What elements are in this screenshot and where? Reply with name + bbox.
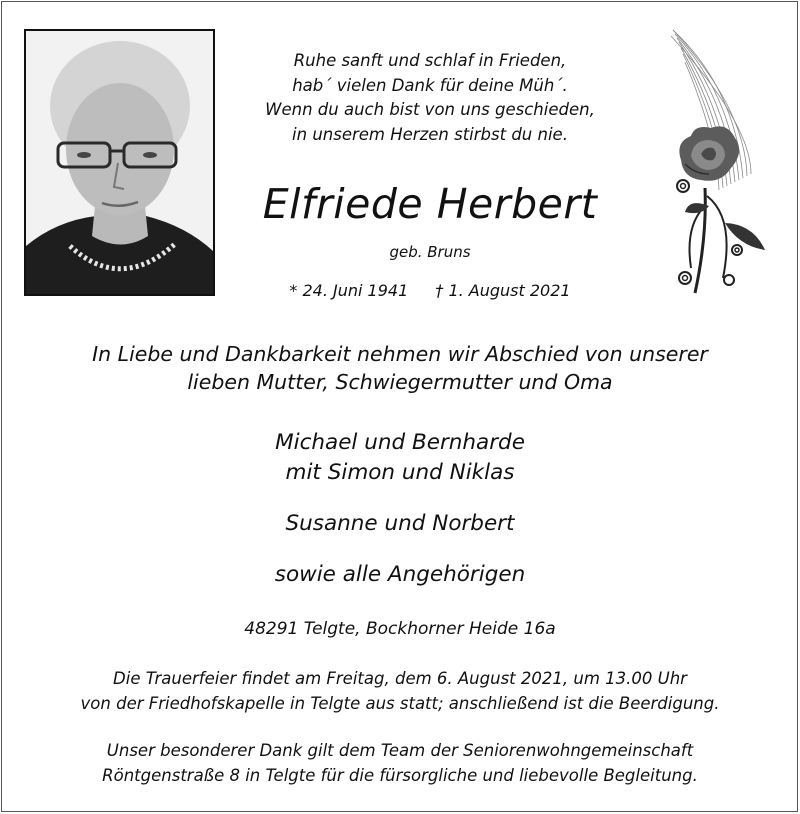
death-date: † 1. August 2021: [435, 281, 571, 300]
birth-date: * 24. Juni 1941: [289, 281, 409, 300]
deceased-name: Elfriede Herbert: [262, 180, 598, 228]
family-line: mit Simon und Niklas: [285, 460, 515, 485]
poem-line: in unserem Herzen stirbst du nie.: [292, 124, 568, 144]
family-line: Susanne und Norbert: [285, 511, 515, 536]
family-line: Michael und Bernharde: [275, 430, 525, 455]
portrait-photo: [24, 29, 215, 296]
poem: [230, 49, 630, 147]
farewell-text: [0, 340, 800, 396]
thanks-line: Unser besonderer Dank gilt dem Team der Seniorenwohngemeinschaft: [106, 741, 694, 760]
funeral-line: Die Trauerfeier findet am Freitag, dem 6. August 2021, um 13.00 Uhr: [113, 669, 687, 688]
thanks-note: [0, 739, 800, 788]
funeral-line: von der Friedhofskapelle in Telgte aus statt; anschließend ist die Beerdigung.: [80, 693, 720, 713]
farewell-line: lieben Mutter, Schwiegermutter und Oma: [187, 370, 613, 394]
poem-line: Ruhe sanft und schlaf in Frieden,: [293, 51, 567, 70]
farewell-line: In Liebe und Dankbarkeit nehmen wir Abschied von unserer: [92, 342, 708, 366]
poem-line: Wenn du auch bist von uns geschieden,: [265, 100, 595, 119]
family-group-2: [0, 509, 800, 539]
address: 48291 Telgte, Bockhorner Heide 16a: [244, 619, 556, 639]
family-group-3: [0, 560, 800, 590]
funeral-info: [0, 667, 800, 716]
rose-icon: [665, 28, 770, 298]
birth-name: geb. Bruns: [389, 243, 471, 261]
life-dates: [260, 281, 600, 300]
family-group-1: [0, 428, 800, 488]
thanks-line: Röntgenstraße 8 in Telgte für die fürsorgliche und liebevolle Begleitung.: [102, 765, 698, 785]
poem-line: hab´ vielen Dank für deine Müh´.: [292, 75, 568, 95]
family-line: sowie alle Angehörigen: [274, 562, 526, 587]
